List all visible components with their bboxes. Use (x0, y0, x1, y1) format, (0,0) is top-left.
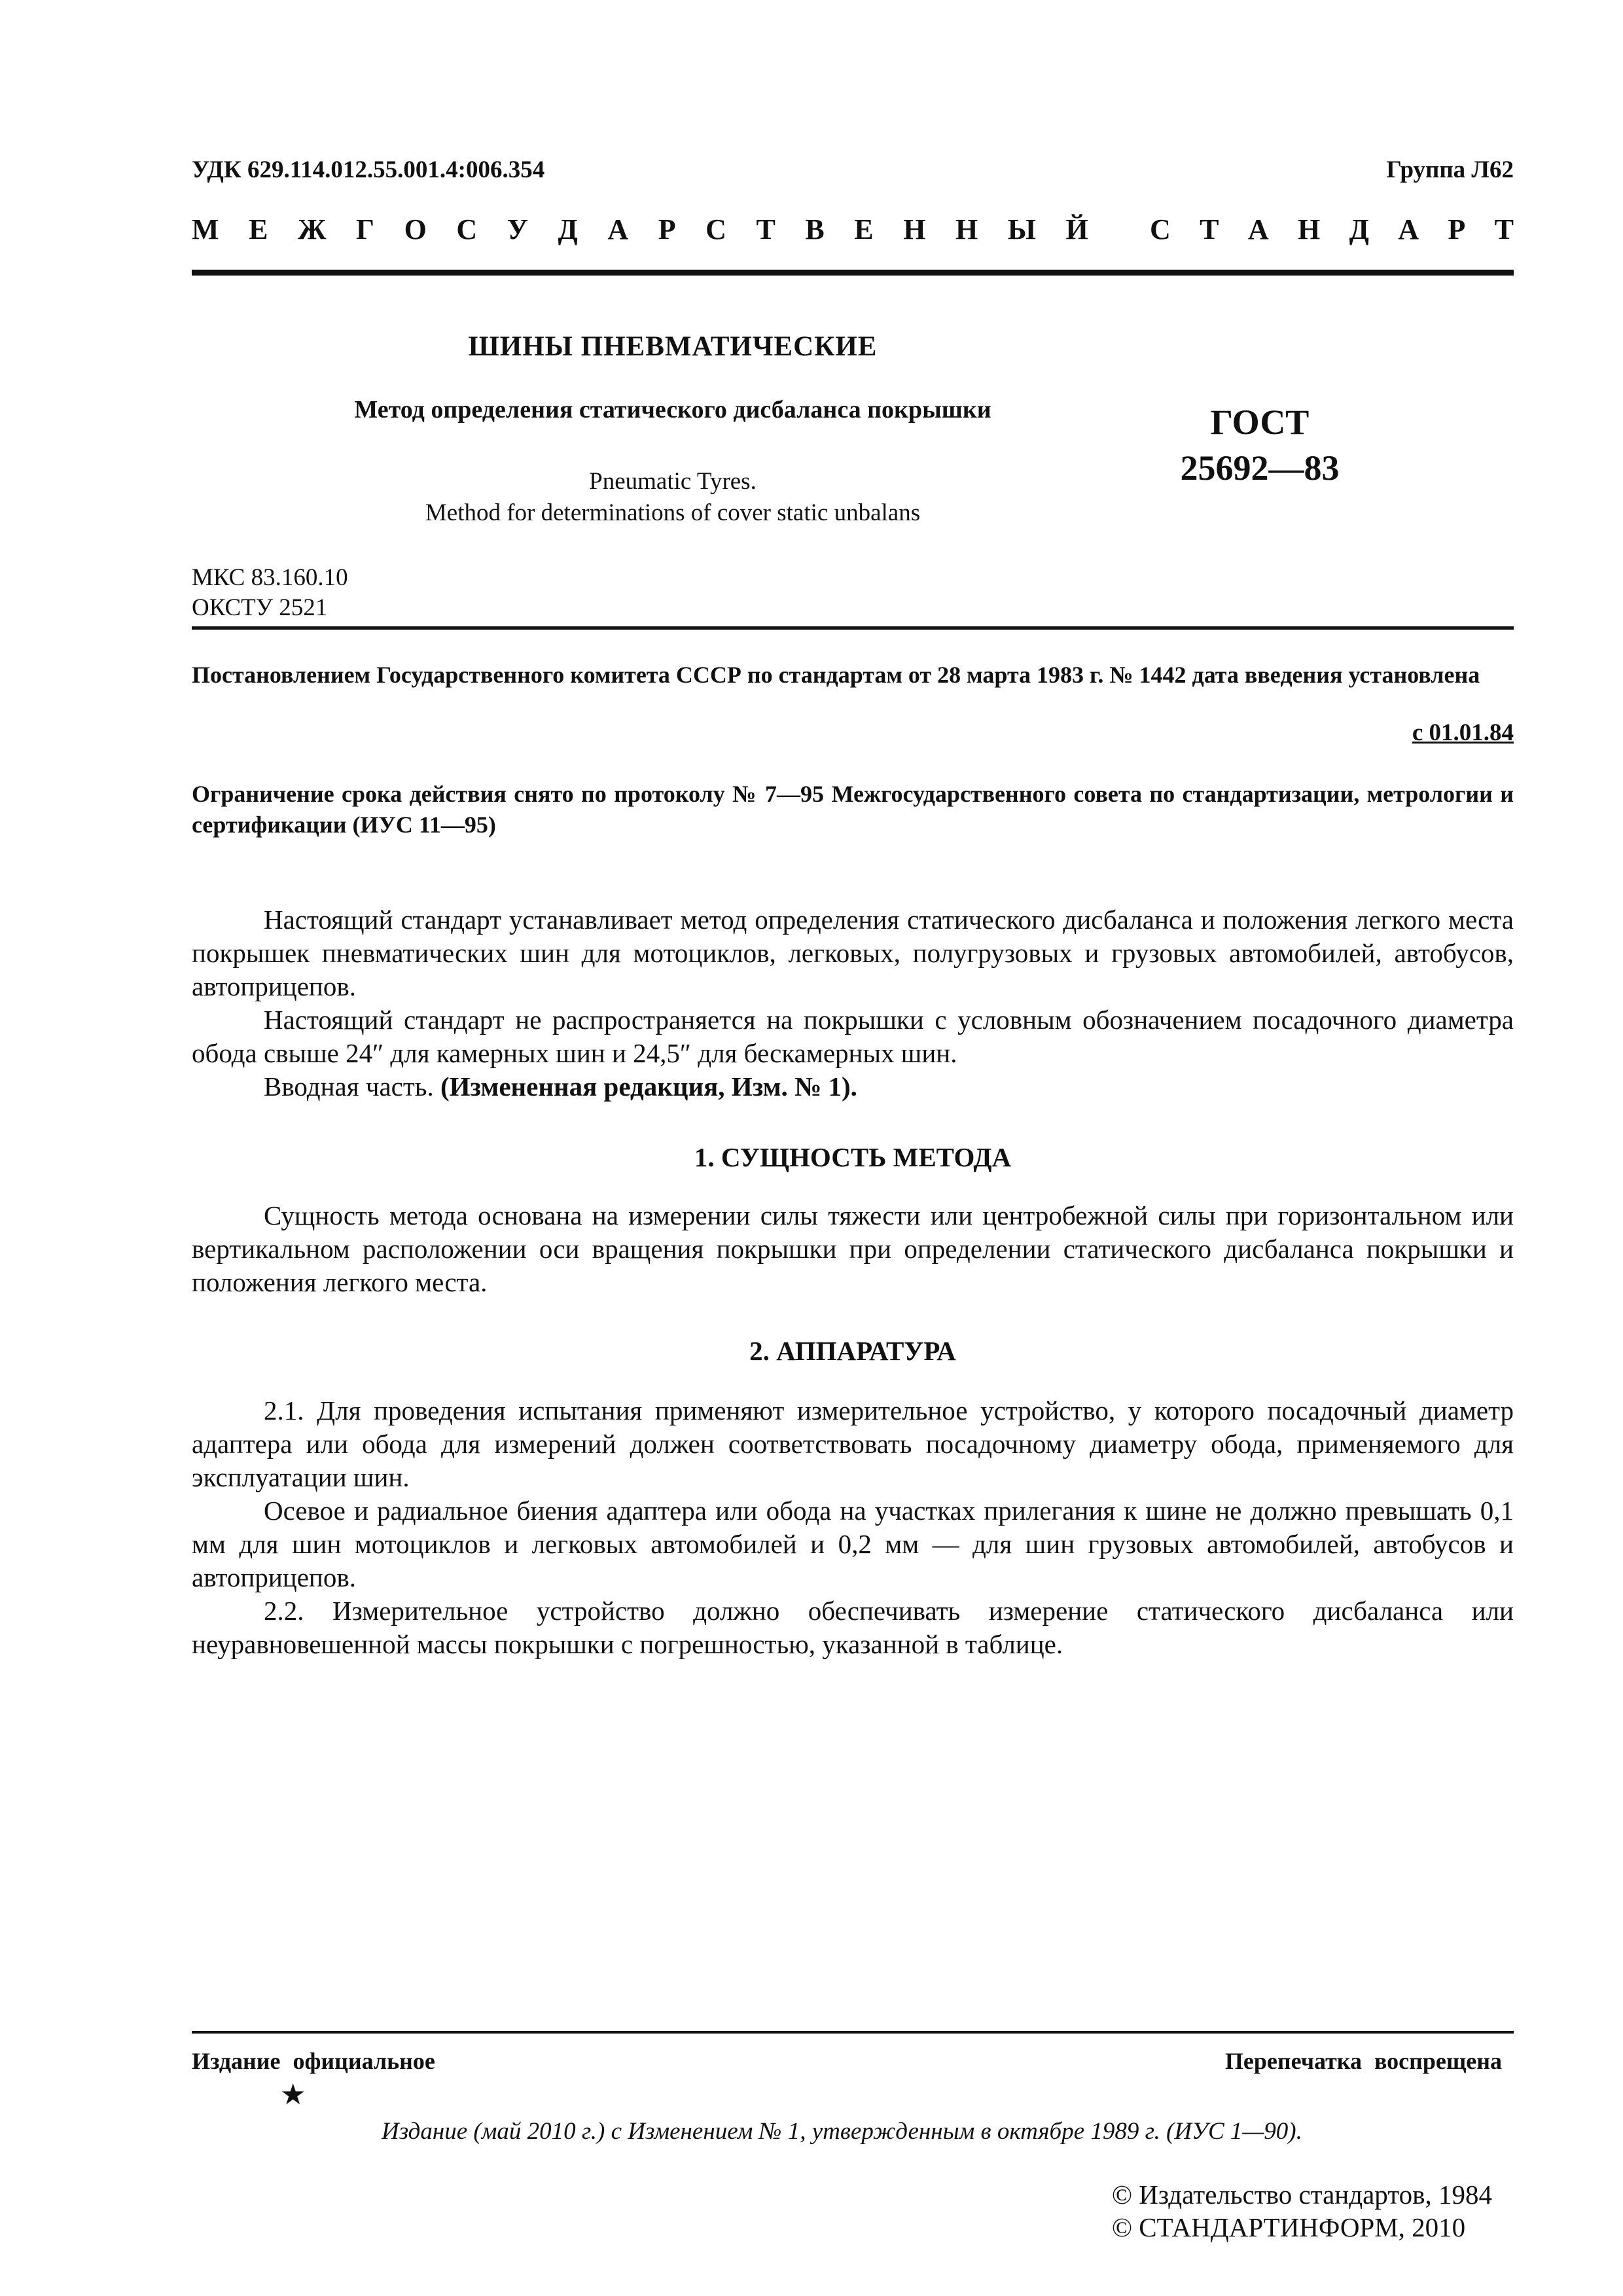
section-2-paragraph: Осевое и радиальное биения адаптера или обода на участках прилегания к шине не должно превышать 0,1 мм для шин мотоциклов и легковых автомобилей и 0,2 мм — для шин грузовых автомобилей, автобусов и автоприцепов. (192, 1496, 1514, 1592)
copyright-line-2: © СТАНДАРТИНФОРМ, 2010 (1111, 2212, 1466, 2242)
classification-rule (192, 626, 1514, 630)
banner-letter: А (607, 213, 629, 245)
banner-letter: А (1398, 213, 1419, 245)
section-2-paragraph: 2.1. Для проведения испытания применяют измерительное устройство, у которого посадочный диаметр адаптера или обода для измерений должен соответствовать посадочному диаметру обода, применяемого для эксплуатации шин. (192, 1395, 1514, 1492)
banner-letter: Е (854, 213, 874, 245)
banner-letter: Е (249, 213, 268, 245)
banner-letter: В (805, 213, 825, 245)
banner-letter: С (1150, 213, 1171, 245)
banner-letter: У (507, 213, 528, 245)
intro-section (192, 903, 1514, 1103)
intro-paragraph: Настоящий стандарт не распространяется на покрышки с условным обозначением посадочного диаметра обода свыше 24″ для камерных шин и 24,5″ для бескамерных шин. (192, 1005, 1514, 1068)
intro-paragraph: Настоящий стандарт устанавливает метод определения статического дисбаланса и положения легкого места покрышек пневматических шин для мотоциклов, легковых, полугрузовых и грузовых автомобилей, автобусов, автоприцепов. (192, 905, 1514, 1001)
star-icon: ★ (280, 2079, 306, 2111)
banner-letter: Т (1494, 213, 1514, 245)
mks-code: МКС 83.160.10 (192, 564, 348, 591)
banner-letter: Т (756, 213, 776, 245)
section-1-paragraph: Сущность метода основана на измерении силы тяжести или центробежной силы при горизонтальном или вертикальном расположении оси вращения покрышки при определении статического дисбаланса покрышки и положения легкого места. (192, 1200, 1514, 1297)
header-rule (192, 270, 1514, 276)
banner-letter: А (1247, 213, 1269, 245)
decree-text: Постановлением Государственного комитета СССР по стандартам от 28 марта 1983 г. № 1442 дата введения установлена (192, 662, 1480, 688)
copyright-block (1112, 2178, 1492, 2244)
banner-letter: М (192, 213, 219, 245)
banner-letter: О (404, 213, 427, 245)
standard-word (1150, 213, 1514, 246)
gost-code: 25692—83 (1180, 448, 1340, 488)
banner-letter: Д (1349, 213, 1369, 245)
classification-codes (192, 563, 348, 623)
edition-note: Издание (май 2010 г.) с Изменением № 1, утвержденным в октябре 1989 г. (ИУС 1—90). (382, 2118, 1302, 2145)
banner-letter: Н (903, 213, 926, 245)
document-subtitle: Метод определения статического дисбаланса покрышки (354, 396, 991, 423)
interstate-standard-banner (192, 213, 1514, 246)
section-2-body (192, 1394, 1514, 1661)
section-2-heading: 2. АППАРАТУРА (749, 1336, 956, 1366)
banner-letter: Ж (297, 213, 327, 245)
group-code: Группа Л62 (1386, 156, 1514, 183)
banner-letter: Т (1200, 213, 1219, 245)
udk-code: УДК 629.114.012.55.001.4:006.354 (192, 156, 545, 183)
intro-amendment-note: (Измененная редакция, Изм. № 1). (440, 1071, 857, 1102)
gost-label: ГОСТ (1210, 403, 1310, 442)
section-1-body (192, 1199, 1514, 1299)
okstu-code: ОКСТУ 2521 (192, 594, 328, 621)
english-title (192, 466, 1154, 529)
introduction-date: с 01.01.84 (1412, 719, 1514, 746)
intro-amendment-label: Вводная часть. (264, 1071, 440, 1102)
copyright-line-1: © Издательство стандартов, 1984 (1111, 2179, 1492, 2210)
banner-letter: Д (558, 213, 578, 245)
document-title: ШИНЫ ПНЕВМАТИЧЕСКИЕ (468, 331, 878, 362)
banner-letter: Й (1065, 213, 1088, 245)
limitation-note: Ограничение срока действия снято по протоколу № 7—95 Межгосударственного совета по стандартизации, метрологии и сертификации (ИУС 11—95) (192, 781, 1514, 838)
banner-letter: С (705, 213, 726, 245)
section-2-paragraph: 2.2. Измерительное устройство должно обеспечивать измерение статического дисбаланса или неуравновешенной массы покрышки с погрешностью, указанной в таблице. (192, 1596, 1514, 1659)
banner-letter: Н (955, 213, 978, 245)
section-1-heading: 1. СУЩНОСТЬ МЕТОДА (694, 1142, 1012, 1172)
gost-number (1165, 399, 1355, 491)
english-title-line-2: Method for determinations of cover static unbalans (425, 499, 921, 526)
banner-letter: Ы (1007, 213, 1036, 245)
banner-letter: Р (1448, 213, 1466, 245)
reprint-prohibited-label: Перепечатка воспрещена (1224, 2048, 1502, 2074)
intro-amendment-paragraph (192, 1070, 1514, 1103)
banner-letter: Н (1298, 213, 1321, 245)
interstate-word (192, 213, 1088, 246)
banner-letter: Г (356, 213, 375, 245)
banner-letter: Р (658, 213, 676, 245)
footer-rule (192, 2031, 1514, 2034)
english-title-line-1: Pneumatic Tyres. (589, 468, 757, 495)
official-edition-label: Издание официальное (192, 2048, 435, 2074)
banner-letter: С (456, 213, 478, 245)
